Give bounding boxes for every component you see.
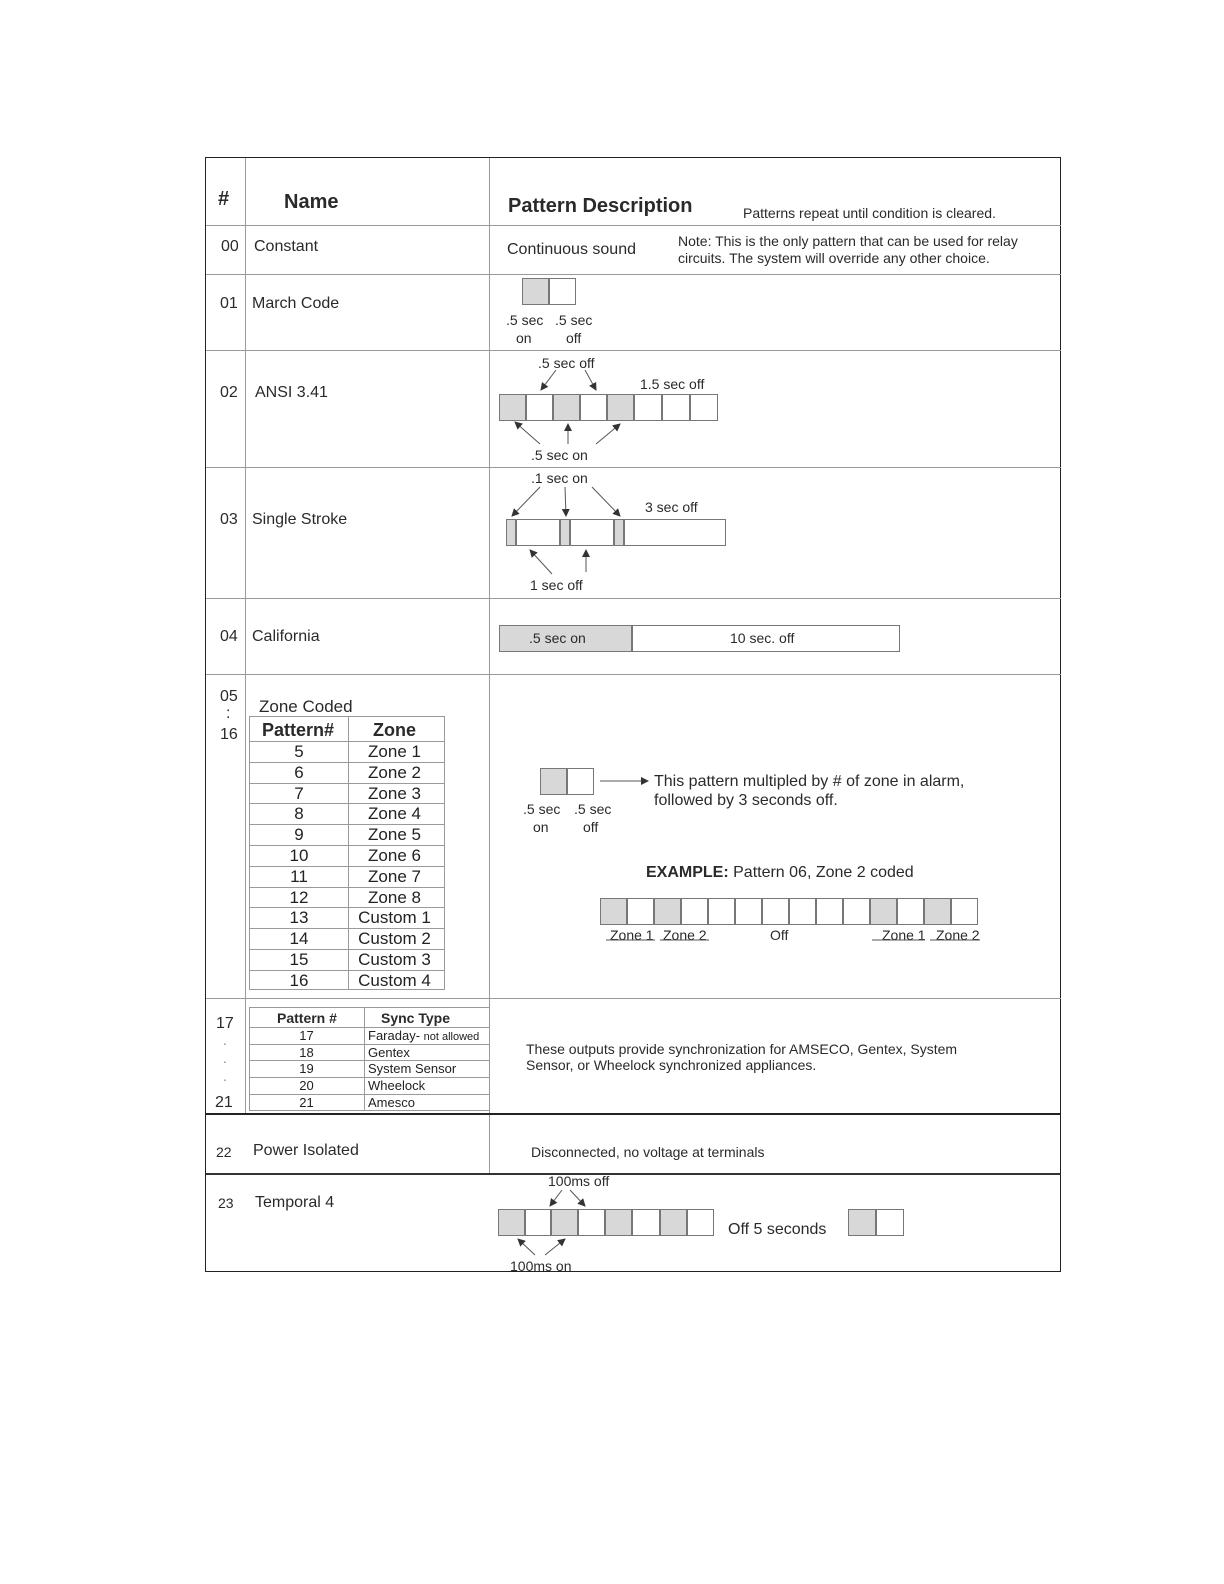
timing-label: .5 sec xyxy=(506,312,544,328)
sync-table-pattern: 21 xyxy=(299,1094,314,1110)
sync-table-pattern: 19 xyxy=(299,1061,314,1077)
zone-table-pattern: 11 xyxy=(290,866,308,886)
zone-table-zone: Zone 8 xyxy=(368,887,421,907)
zone-table-pattern: 6 xyxy=(294,762,304,782)
zone-table-zone: Zone 5 xyxy=(368,825,421,845)
example-zone-label: Zone 1 xyxy=(610,927,654,943)
row-number: 00 xyxy=(221,238,239,255)
example-label: EXAMPLE: xyxy=(646,864,729,881)
header-number: # xyxy=(218,188,230,210)
row-name: Zone Coded xyxy=(259,697,353,716)
sync-type-name: Faraday- xyxy=(368,1028,424,1043)
row-number-dots: . xyxy=(223,1068,227,1084)
arrow xyxy=(565,487,566,516)
row-number-dots: . xyxy=(223,1050,227,1066)
zone-table-pattern: 16 xyxy=(289,970,309,990)
sync-description-line-1: These outputs provide synchronization for AMSECO, Gentex, System xyxy=(526,1041,958,1057)
relay-note-line-2: circuits. The system will override any other choice. xyxy=(678,250,990,266)
zone-table-header-zone: Zone xyxy=(373,720,416,740)
row-name: March Code xyxy=(252,295,340,312)
sync-table-pattern: 17 xyxy=(299,1028,314,1043)
sync-type-name: System Sensor xyxy=(368,1061,457,1077)
zone-table-zone: Zone 4 xyxy=(368,804,421,824)
arrow xyxy=(541,370,556,390)
sync-type-name: Wheelock xyxy=(368,1078,426,1094)
zone-table-zone: Custom 4 xyxy=(358,970,431,990)
arrow xyxy=(518,1239,535,1255)
timing-label: .5 sec off xyxy=(538,355,595,371)
row-number: 16 xyxy=(220,726,238,743)
relay-note-line-1: Note: This is the only pattern that can be used for relay xyxy=(678,233,1018,249)
row-number: 22 xyxy=(216,1144,232,1160)
sync-type-name: Amesco xyxy=(368,1094,415,1110)
row-name: ANSI 3.41 xyxy=(255,384,328,401)
zone-table-pattern: 5 xyxy=(294,742,304,761)
sync-type-note: not allowed xyxy=(423,1031,480,1043)
timing-label: off xyxy=(583,819,599,835)
header-pattern-description: Pattern Description xyxy=(508,195,693,217)
zone-table-zone: Zone 7 xyxy=(368,866,421,886)
example-zone-label: Off xyxy=(770,927,789,943)
row-name: Single Stroke xyxy=(252,511,348,528)
row-name: Temporal 4 xyxy=(255,1194,335,1211)
sync-table-pattern: 18 xyxy=(299,1044,314,1060)
timing-label: 100ms off xyxy=(548,1173,610,1189)
timing-label: 100ms on xyxy=(510,1258,572,1274)
timing-label: .5 sec on xyxy=(529,630,586,646)
zone-table-pattern: 12 xyxy=(289,887,309,907)
timing-label: .1 sec on xyxy=(531,470,588,486)
zone-table-pattern: 7 xyxy=(294,783,304,803)
example-zone-label: Zone 2 xyxy=(936,927,980,943)
zone-table-zone: Zone 2 xyxy=(368,762,421,782)
sync-table-header-pattern: Pattern # xyxy=(277,1010,337,1026)
arrow xyxy=(592,487,620,516)
arrow xyxy=(596,424,620,444)
zone-table-pattern: 8 xyxy=(294,804,304,824)
timing-label: off xyxy=(566,330,582,346)
row-number: 01 xyxy=(220,295,238,312)
zone-table-zone: Custom 1 xyxy=(358,908,431,928)
zone-table-pattern: 10 xyxy=(289,846,309,865)
zone-description-line-1: This pattern multipled by # of zone in alarm, xyxy=(654,773,965,790)
timing-label: 1.5 sec off xyxy=(640,376,705,392)
row-name: California xyxy=(252,628,320,645)
timing-label: 3 sec off xyxy=(645,499,698,515)
timing-label: 1 sec off xyxy=(530,577,583,593)
row-number: 02 xyxy=(220,384,238,401)
header-note: Patterns repeat until condition is cleared. xyxy=(743,205,996,221)
row-name: Power Isolated xyxy=(253,1142,359,1159)
zone-table-zone: Zone 6 xyxy=(368,846,421,865)
arrow xyxy=(570,1190,585,1206)
arrow xyxy=(512,487,540,516)
timing-label: .5 sec xyxy=(523,801,561,817)
timing-label: .5 sec on xyxy=(531,447,588,463)
sync-type-name: Gentex xyxy=(368,1044,410,1060)
example-zone-label: Zone 1 xyxy=(882,927,926,943)
row-name: Constant xyxy=(254,238,319,255)
row-number: 21 xyxy=(215,1094,233,1111)
timing-label: on xyxy=(533,819,549,835)
arrow xyxy=(545,1239,565,1255)
row-number: 17 xyxy=(216,1015,234,1032)
example-zone-label: Zone 2 xyxy=(663,927,707,943)
zone-table-pattern: 13 xyxy=(289,908,309,928)
zone-table-pattern: 15 xyxy=(289,950,309,969)
row-number: 03 xyxy=(220,511,238,528)
zone-table-pattern: 9 xyxy=(294,825,304,845)
arrow xyxy=(550,1190,562,1206)
arrow xyxy=(515,422,540,444)
timing-label: Off 5 seconds xyxy=(728,1221,827,1238)
row-number: 23 xyxy=(218,1195,234,1211)
row-number-dots: . xyxy=(223,1032,227,1048)
row-number-dots: : xyxy=(226,705,231,722)
example-text: Pattern 06, Zone 2 coded xyxy=(728,864,914,881)
timing-label: .5 sec xyxy=(555,312,593,328)
arrow xyxy=(585,370,596,390)
zone-table-header-pattern: Pattern# xyxy=(262,720,335,740)
timing-label: on xyxy=(516,330,532,346)
zone-table-zone: Zone 3 xyxy=(368,783,421,803)
row-number: 04 xyxy=(220,628,238,645)
sync-table-pattern: 20 xyxy=(299,1078,314,1094)
header-name: Name xyxy=(284,191,339,213)
row-description: Disconnected, no voltage at terminals xyxy=(531,1144,765,1160)
row-number: 05 xyxy=(220,688,238,705)
zone-table-zone: Custom 2 xyxy=(358,929,431,949)
arrow xyxy=(530,550,552,574)
zone-description-line-2: followed by 3 seconds off. xyxy=(654,792,838,809)
sync-table-header-type: Sync Type xyxy=(381,1010,450,1026)
zone-table-zone: Custom 3 xyxy=(358,950,431,969)
zone-table-zone: Zone 1 xyxy=(368,742,421,761)
timing-label: .5 sec xyxy=(574,801,612,817)
zone-table-pattern: 14 xyxy=(289,929,309,949)
timing-label: 10 sec. off xyxy=(730,630,795,646)
row-description: Continuous sound xyxy=(507,241,636,258)
sync-description-line-2: Sensor, or Wheelock synchronized appliances. xyxy=(526,1057,817,1073)
